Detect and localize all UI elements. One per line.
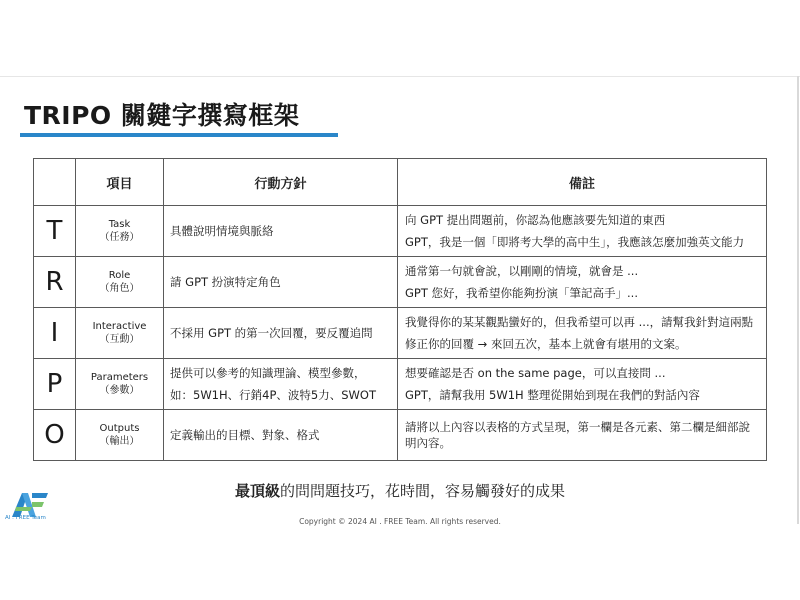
header-action: 行動方針 bbox=[164, 159, 398, 206]
note-line: 修正你的回覆 → 來回五次，基本上就會有堪用的文案。 bbox=[405, 337, 687, 351]
copyright-text: Copyright © 2024 AI . FREE Team. All rights reserved. bbox=[299, 517, 501, 526]
table-row-task bbox=[34, 206, 767, 257]
row-letter: O bbox=[34, 410, 76, 461]
row-name-en: Role bbox=[108, 270, 131, 281]
header-blank bbox=[34, 159, 76, 206]
row-letter: P bbox=[34, 359, 76, 410]
row-note bbox=[398, 206, 767, 257]
tagline bbox=[0, 480, 800, 501]
row-note bbox=[398, 410, 767, 461]
title-underline bbox=[20, 133, 338, 137]
note-line: 我覺得你的某某觀點蠻好的，但我希望可以再 ...，請幫我針對這兩點 bbox=[405, 315, 754, 329]
top-divider bbox=[0, 76, 800, 77]
table-row-interactive bbox=[34, 308, 767, 359]
row-action: 定義輸出的目標、對象、格式 bbox=[164, 410, 398, 461]
row-name-zh: （角色） bbox=[99, 283, 140, 294]
row-action: 請 GPT 扮演特定角色 bbox=[164, 257, 398, 308]
table-row-role bbox=[34, 257, 767, 308]
page-title: TRIPO 關鍵字撰寫框架 bbox=[24, 101, 300, 130]
row-name-zh: （任務） bbox=[99, 232, 140, 243]
row-name-en: Parameters bbox=[90, 372, 149, 383]
row-letter: R bbox=[34, 257, 76, 308]
row-action: 具體說明情境與脈絡 bbox=[164, 206, 398, 257]
row-name-zh: （互動） bbox=[99, 334, 140, 345]
row-name bbox=[76, 359, 164, 410]
row-name-en: Outputs bbox=[99, 423, 140, 434]
tagline-bold: 最頂級 bbox=[234, 482, 280, 500]
row-name bbox=[76, 308, 164, 359]
note-line: 想要確認是否 on the same page，可以直接問 ... bbox=[405, 366, 666, 380]
header-item: 項目 bbox=[76, 159, 164, 206]
note-line: GPT，請幫我用 5W1H 整理從開始到現在我們的對話內容 bbox=[405, 388, 700, 402]
note-line: GPT 您好，我希望你能夠扮演「筆記高手」... bbox=[405, 286, 638, 300]
header-note: 備註 bbox=[398, 159, 767, 206]
table-header-row bbox=[34, 159, 767, 206]
note-line: 請將以上內容以表格的方式呈現，第一欄是各元素、第二欄是細部說明內容。 bbox=[405, 420, 750, 450]
row-note bbox=[398, 359, 767, 410]
row-name-en: Interactive bbox=[92, 321, 147, 332]
action-line: 如：5W1H、行銷4P、波特5力、SWOT bbox=[170, 388, 376, 402]
row-name-en: Task bbox=[108, 219, 131, 230]
row-name bbox=[76, 410, 164, 461]
row-action: 不採用 GPT 的第一次回覆，要反覆追問 bbox=[164, 308, 398, 359]
row-name-zh: （輸出） bbox=[99, 436, 140, 447]
note-line: 向 GPT 提出問題前，你認為他應該要先知道的東西 bbox=[405, 213, 666, 227]
table-row-parameters bbox=[34, 359, 767, 410]
action-line: 提供可以參考的知識理論、模型參數， bbox=[170, 366, 366, 380]
row-action bbox=[164, 359, 398, 410]
note-line: GPT，我是一個「即將考大學的高中生」，我應該怎麼加強英文能力 bbox=[405, 235, 745, 249]
table-row-outputs bbox=[34, 410, 767, 461]
tripo-table bbox=[33, 158, 767, 461]
row-name bbox=[76, 257, 164, 308]
note-line: 通常第一句就會說，以剛剛的情境，就會是 ... bbox=[405, 264, 639, 278]
row-letter: T bbox=[34, 206, 76, 257]
right-border bbox=[797, 76, 799, 524]
row-letter: I bbox=[34, 308, 76, 359]
row-name bbox=[76, 206, 164, 257]
logo-text: AI . FREE Team bbox=[5, 515, 46, 521]
row-note bbox=[398, 308, 767, 359]
row-name-zh: （參數） bbox=[99, 385, 140, 396]
tagline-rest: 的問問題技巧，花時間，容易觸發好的成果 bbox=[280, 482, 566, 500]
row-note bbox=[398, 257, 767, 308]
